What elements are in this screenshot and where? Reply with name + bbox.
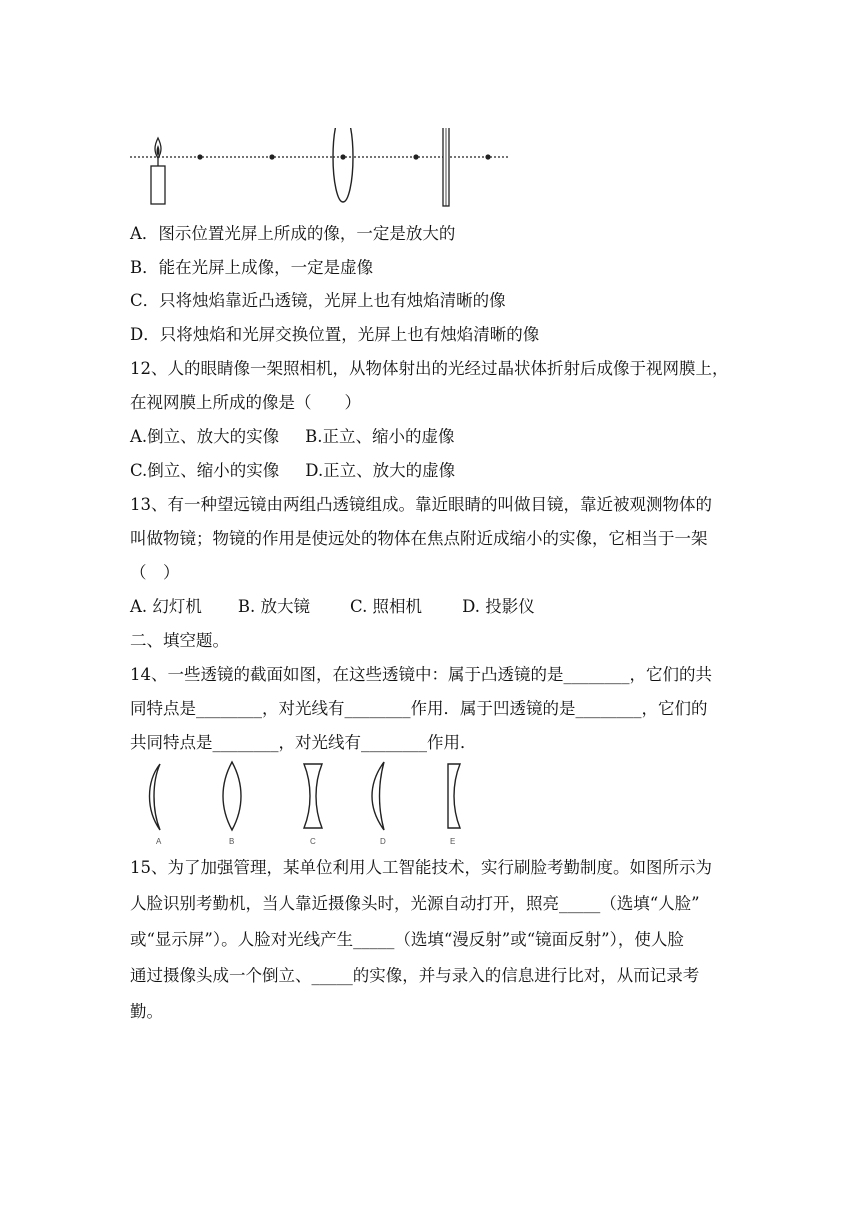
optics-bench-figure — [125, 128, 525, 208]
q14-stem-line2: 同特点是________，对光线有________作用．属于凹透镜的是________，它们的 — [130, 699, 708, 718]
q13-stem-line3: （ ） — [130, 563, 180, 582]
q14-stem-line3: 共同特点是________，对光线有________作用． — [130, 733, 477, 752]
q11-option-c: C．只将烛焰靠近凸透镜，光屏上也有烛焰清晰的像 — [130, 291, 506, 310]
convex-lens-icon — [333, 128, 353, 202]
candle-icon — [151, 138, 165, 204]
q14-stem-line1: 14、一些透镜的截面如图，在这些透镜中：属于凸透镜的是________，它们的共 — [130, 665, 712, 684]
lens-c-icon — [304, 764, 322, 846]
lens-b-icon — [223, 762, 241, 846]
q12-options-row1 — [130, 425, 455, 449]
lens-e-icon — [448, 764, 460, 846]
lens-label-e: E — [450, 837, 456, 846]
q13-option-b: B. 放大镜 — [237, 597, 311, 616]
lens-cross-sections-figure — [140, 758, 480, 850]
q13-options — [130, 595, 535, 619]
screen-icon — [443, 128, 449, 206]
q12-options-row2 — [130, 459, 455, 483]
lens-d-icon — [372, 762, 386, 846]
q12-option-d: D.正立、放大的虚像 — [305, 461, 456, 480]
q15-stem-line1: 15、为了加强管理，某单位利用人工智能技术，实行刷脸考勤制度。如图所示为 — [130, 858, 712, 877]
q15-stem-line4: 通过摄像头成一个倒立、_____的实像，并与录入的信息进行比对，从而记录考 — [130, 966, 700, 985]
axis-point — [197, 154, 202, 159]
lens-label-d: D — [380, 837, 386, 846]
q12-option-c: C.倒立、缩小的实像 — [130, 461, 280, 480]
section-heading-fill-in: 二、填空题。 — [130, 631, 229, 650]
axis-point — [413, 154, 418, 159]
q12-stem-line1: 12、人的眼睛像一架照相机，从物体射出的光经过晶状体折射后成像于视网膜上， — [130, 359, 729, 378]
q12-option-b: B.正立、缩小的虚像 — [305, 427, 455, 446]
q11-option-b: B．能在光屏上成像，一定是虚像 — [130, 258, 374, 277]
q12-option-a: A.倒立、放大的实像 — [130, 427, 280, 446]
q13-stem-line2: 叫做物镜；物镜的作用是使远处的物体在焦点附近成缩小的实像，它相当于一架 — [130, 529, 708, 548]
axis-point — [269, 154, 274, 159]
lens-label-b: B — [229, 837, 235, 846]
axis-point — [340, 154, 345, 159]
q11-option-d: D．只将烛焰和光屏交换位置，光屏上也有烛焰清晰的像 — [130, 325, 540, 344]
q15-stem-line2: 人脸识别考勤机，当人靠近摄像头时，光源自动打开，照亮_____（选填“人脸” — [130, 894, 700, 913]
lens-a-icon — [150, 764, 163, 846]
q15-stem-line5: 勤。 — [130, 1002, 163, 1021]
axis-point — [485, 154, 490, 159]
q13-stem-line1: 13、有一种望远镜由两组凸透镜组成。靠近眼睛的叫做目镜，靠近被观测物体的 — [130, 495, 712, 514]
q15-stem-line3: 或“显示屏”）。人脸对光线产生_____（选填“漫反射”或“镜面反射”），使人脸 — [130, 930, 684, 949]
q13-option-d: D. 投影仪 — [462, 597, 535, 616]
q13-option-a: A. 幻灯机 — [130, 597, 202, 616]
q11-option-a: A．图示位置光屏上所成的像，一定是放大的 — [130, 224, 456, 243]
q13-option-c: C. 照相机 — [350, 597, 423, 616]
q12-stem-line2: 在视网膜上所成的像是（ ） — [130, 393, 361, 412]
lens-label-a: A — [156, 837, 162, 846]
lens-label-c: C — [310, 837, 316, 846]
